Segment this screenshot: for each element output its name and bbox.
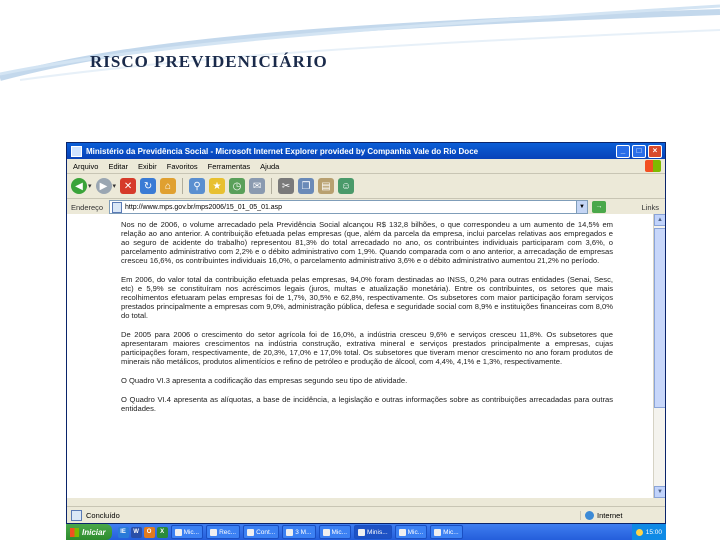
task-icon: [358, 529, 365, 536]
task-label: Minis...: [367, 528, 388, 536]
scroll-down-icon[interactable]: ▼: [654, 486, 666, 498]
quick-launch-word-icon[interactable]: W: [131, 527, 142, 538]
tray-icon[interactable]: [636, 529, 643, 536]
page-done-icon: [71, 510, 82, 521]
refresh-icon[interactable]: ↻: [140, 178, 156, 194]
menu-arquivo[interactable]: Arquivo: [73, 161, 99, 171]
taskbar: [66, 524, 666, 540]
system-tray: [632, 524, 666, 540]
quick-launch: [118, 527, 168, 538]
mail-icon[interactable]: ✉: [249, 178, 265, 194]
taskbar-task[interactable]: [430, 525, 463, 539]
search-icon[interactable]: ⚲: [189, 178, 205, 194]
menu-favoritos[interactable]: Favoritos: [166, 161, 198, 171]
task-icon: [247, 529, 254, 536]
quick-launch-outlook-icon[interactable]: O: [144, 527, 155, 538]
content-paragraph: O Quadro VI.3 apresenta a codificação das empresas segundo seu tipo de atividade.: [121, 376, 408, 385]
page-content: [67, 214, 653, 498]
cut-icon[interactable]: ✂: [278, 178, 294, 194]
menubar: [67, 159, 665, 174]
task-label: 3 M...: [295, 528, 312, 536]
vertical-scrollbar[interactable]: [653, 214, 666, 498]
taskbar-task[interactable]: [395, 525, 428, 539]
address-dropdown-icon[interactable]: ▼: [576, 200, 588, 214]
task-label: Cont...: [256, 528, 276, 536]
scroll-up-icon[interactable]: ▲: [654, 214, 666, 226]
security-zone: [580, 511, 665, 520]
toolbar: [67, 174, 665, 199]
menu-ferramentas[interactable]: Ferramentas: [207, 161, 251, 171]
quick-launch-excel-icon[interactable]: X: [157, 527, 168, 538]
start-button[interactable]: [66, 524, 112, 540]
links-button[interactable]: Links: [641, 202, 659, 212]
go-button[interactable]: →: [592, 201, 606, 213]
quick-launch-ie-icon[interactable]: IE: [118, 527, 129, 538]
task-icon: [434, 529, 441, 536]
home-icon[interactable]: ⌂: [160, 178, 176, 194]
address-label: Endereço: [71, 202, 104, 212]
minimize-button[interactable]: _: [616, 145, 630, 158]
taskbar-task[interactable]: [243, 525, 279, 539]
status-bar: [67, 506, 665, 523]
decorative-swoosh: [0, 0, 720, 90]
content-paragraph: O Quadro VI.4 apresenta as alíquotas, a base de incidência, a legislação e outras informações sobre as contribuições arrecadadas para outras entidades.: [121, 395, 613, 413]
task-label: Mic...: [407, 528, 424, 536]
content-paragraph: De 2005 para 2006 o crescimento do setor agrícola foi de 16,0%, a indústria cresceu 9,6% e serviços cresceu 11,8%. Os subsetores que apresentaram maiores crescimentos na indústria construção, extrativa mineral e serviços prestados principalmente a empresas, cujas participações foram, respectivamente, de 20,3%, 17,0% e 17,0% total. Os subsetores que tiveram menor crescimento no ano foram produtos de minerais não metálicos, produtos alimentícios e refino de petróleo e produção de álcool, com 4,4%, 4,1% e 1,3%, respectivamente.: [121, 330, 613, 366]
taskbar-task[interactable]: [282, 525, 315, 539]
menu-editar[interactable]: Editar: [108, 161, 129, 171]
task-label: Rec...: [219, 528, 237, 536]
stop-icon[interactable]: ✕: [120, 178, 136, 194]
clock: 15:00: [645, 528, 662, 536]
address-input[interactable]: [109, 200, 577, 214]
windows-logo-icon: [645, 160, 661, 172]
forward-icon[interactable]: ▶: [96, 178, 112, 194]
browser-window: [66, 142, 666, 524]
task-label: Mic...: [331, 528, 348, 536]
task-icon: [323, 529, 330, 536]
toolbar-separator: [182, 178, 183, 194]
taskbar-task[interactable]: [319, 525, 352, 539]
task-icon: [399, 529, 406, 536]
menu-exibir[interactable]: Exibir: [138, 161, 157, 171]
maximize-button[interactable]: □: [632, 145, 646, 158]
window-titlebar[interactable]: [67, 143, 665, 159]
history-icon[interactable]: ◷: [229, 178, 245, 194]
taskbar-task[interactable]: [171, 525, 204, 539]
address-url: http://www.mps.gov.br/mps2006/15_01_05_01.asp: [125, 203, 283, 211]
back-icon[interactable]: ◀: [71, 178, 87, 194]
content-paragraph: Em 2006, do valor total da contribuição efetuada pelas empresas, 94,0% foram destinadas ao INSS, 0,2% para outras entidades (Senai, Sesc, etc) e 5,9% se constituíram nos acréscimos legais (juros, multas e atualização monetária). Entre os contribuintes, os setores que mais recolhimentos efetuaram pelas empresas foi de 1,7%, 30,5% e 62,8%, respectivamente. Os subsetores com maior participação foram serviços prestados principalmente a empresas com 9,0%, administração pública, defesa e seguridade social com 8,9% e instituições financeiras com 8,0% do total.: [121, 275, 613, 320]
back-dropdown-icon[interactable]: ▾: [88, 183, 92, 190]
zone-label: Internet: [597, 510, 623, 520]
taskbar-task-active[interactable]: [354, 525, 392, 539]
favorites-icon[interactable]: ★: [209, 178, 225, 194]
ie-icon: [71, 146, 82, 157]
paste-icon[interactable]: ▤: [318, 178, 334, 194]
content-paragraph: Nos no de 2006, o volume arrecadado pela Previdência Social alcançou R$ 132,8 bilhões, o que correspondeu a um aumento de 14,5% em relação ao ano anterior. A contribuição efetuada pelas empresas (que, além da parcela da empresa, inclui parcelas relativas aos empregados e ao seguro de acidente do trabalho) representou 81,3% do total arrecadado no ano, os contribuintes individuais participaram com 3,6%, o parcelamento administrativo com 2,2% e o débito administrativo com 1,9%. Quando comparada com o ano anterior, a arrecadação de empresas cresceu 16,6%, os contribuintes individuais 16,0%, o parcelamento administrativo 3,6% e o débito administrativo aumentou 21,2% no período.: [121, 220, 613, 265]
task-label: Mic...: [183, 528, 200, 536]
task-label: Mic...: [443, 528, 459, 536]
task-icon: [175, 529, 182, 536]
close-button[interactable]: ×: [648, 145, 662, 158]
slide-title: RISCO PREVIDENICIÁRIO: [90, 52, 328, 71]
toolbar-separator: [271, 178, 272, 194]
scroll-thumb[interactable]: [654, 228, 666, 408]
windows-flag-icon: [70, 528, 79, 537]
menu-ajuda[interactable]: Ajuda: [260, 161, 280, 171]
taskbar-task[interactable]: [206, 525, 240, 539]
status-text: Concluído: [86, 510, 120, 520]
messenger-icon[interactable]: ☺: [338, 178, 354, 194]
globe-icon: [585, 511, 594, 520]
task-icon: [210, 529, 217, 536]
start-label: Iniciar: [82, 527, 106, 537]
page-icon: [112, 202, 122, 213]
forward-dropdown-icon[interactable]: ▾: [112, 183, 117, 190]
copy-icon[interactable]: ❐: [298, 178, 314, 194]
window-title: Ministério da Previdência Social - Microsoft Internet Explorer provided by Companhia Vale do Rio Doce: [86, 146, 479, 156]
task-icon: [286, 529, 293, 536]
